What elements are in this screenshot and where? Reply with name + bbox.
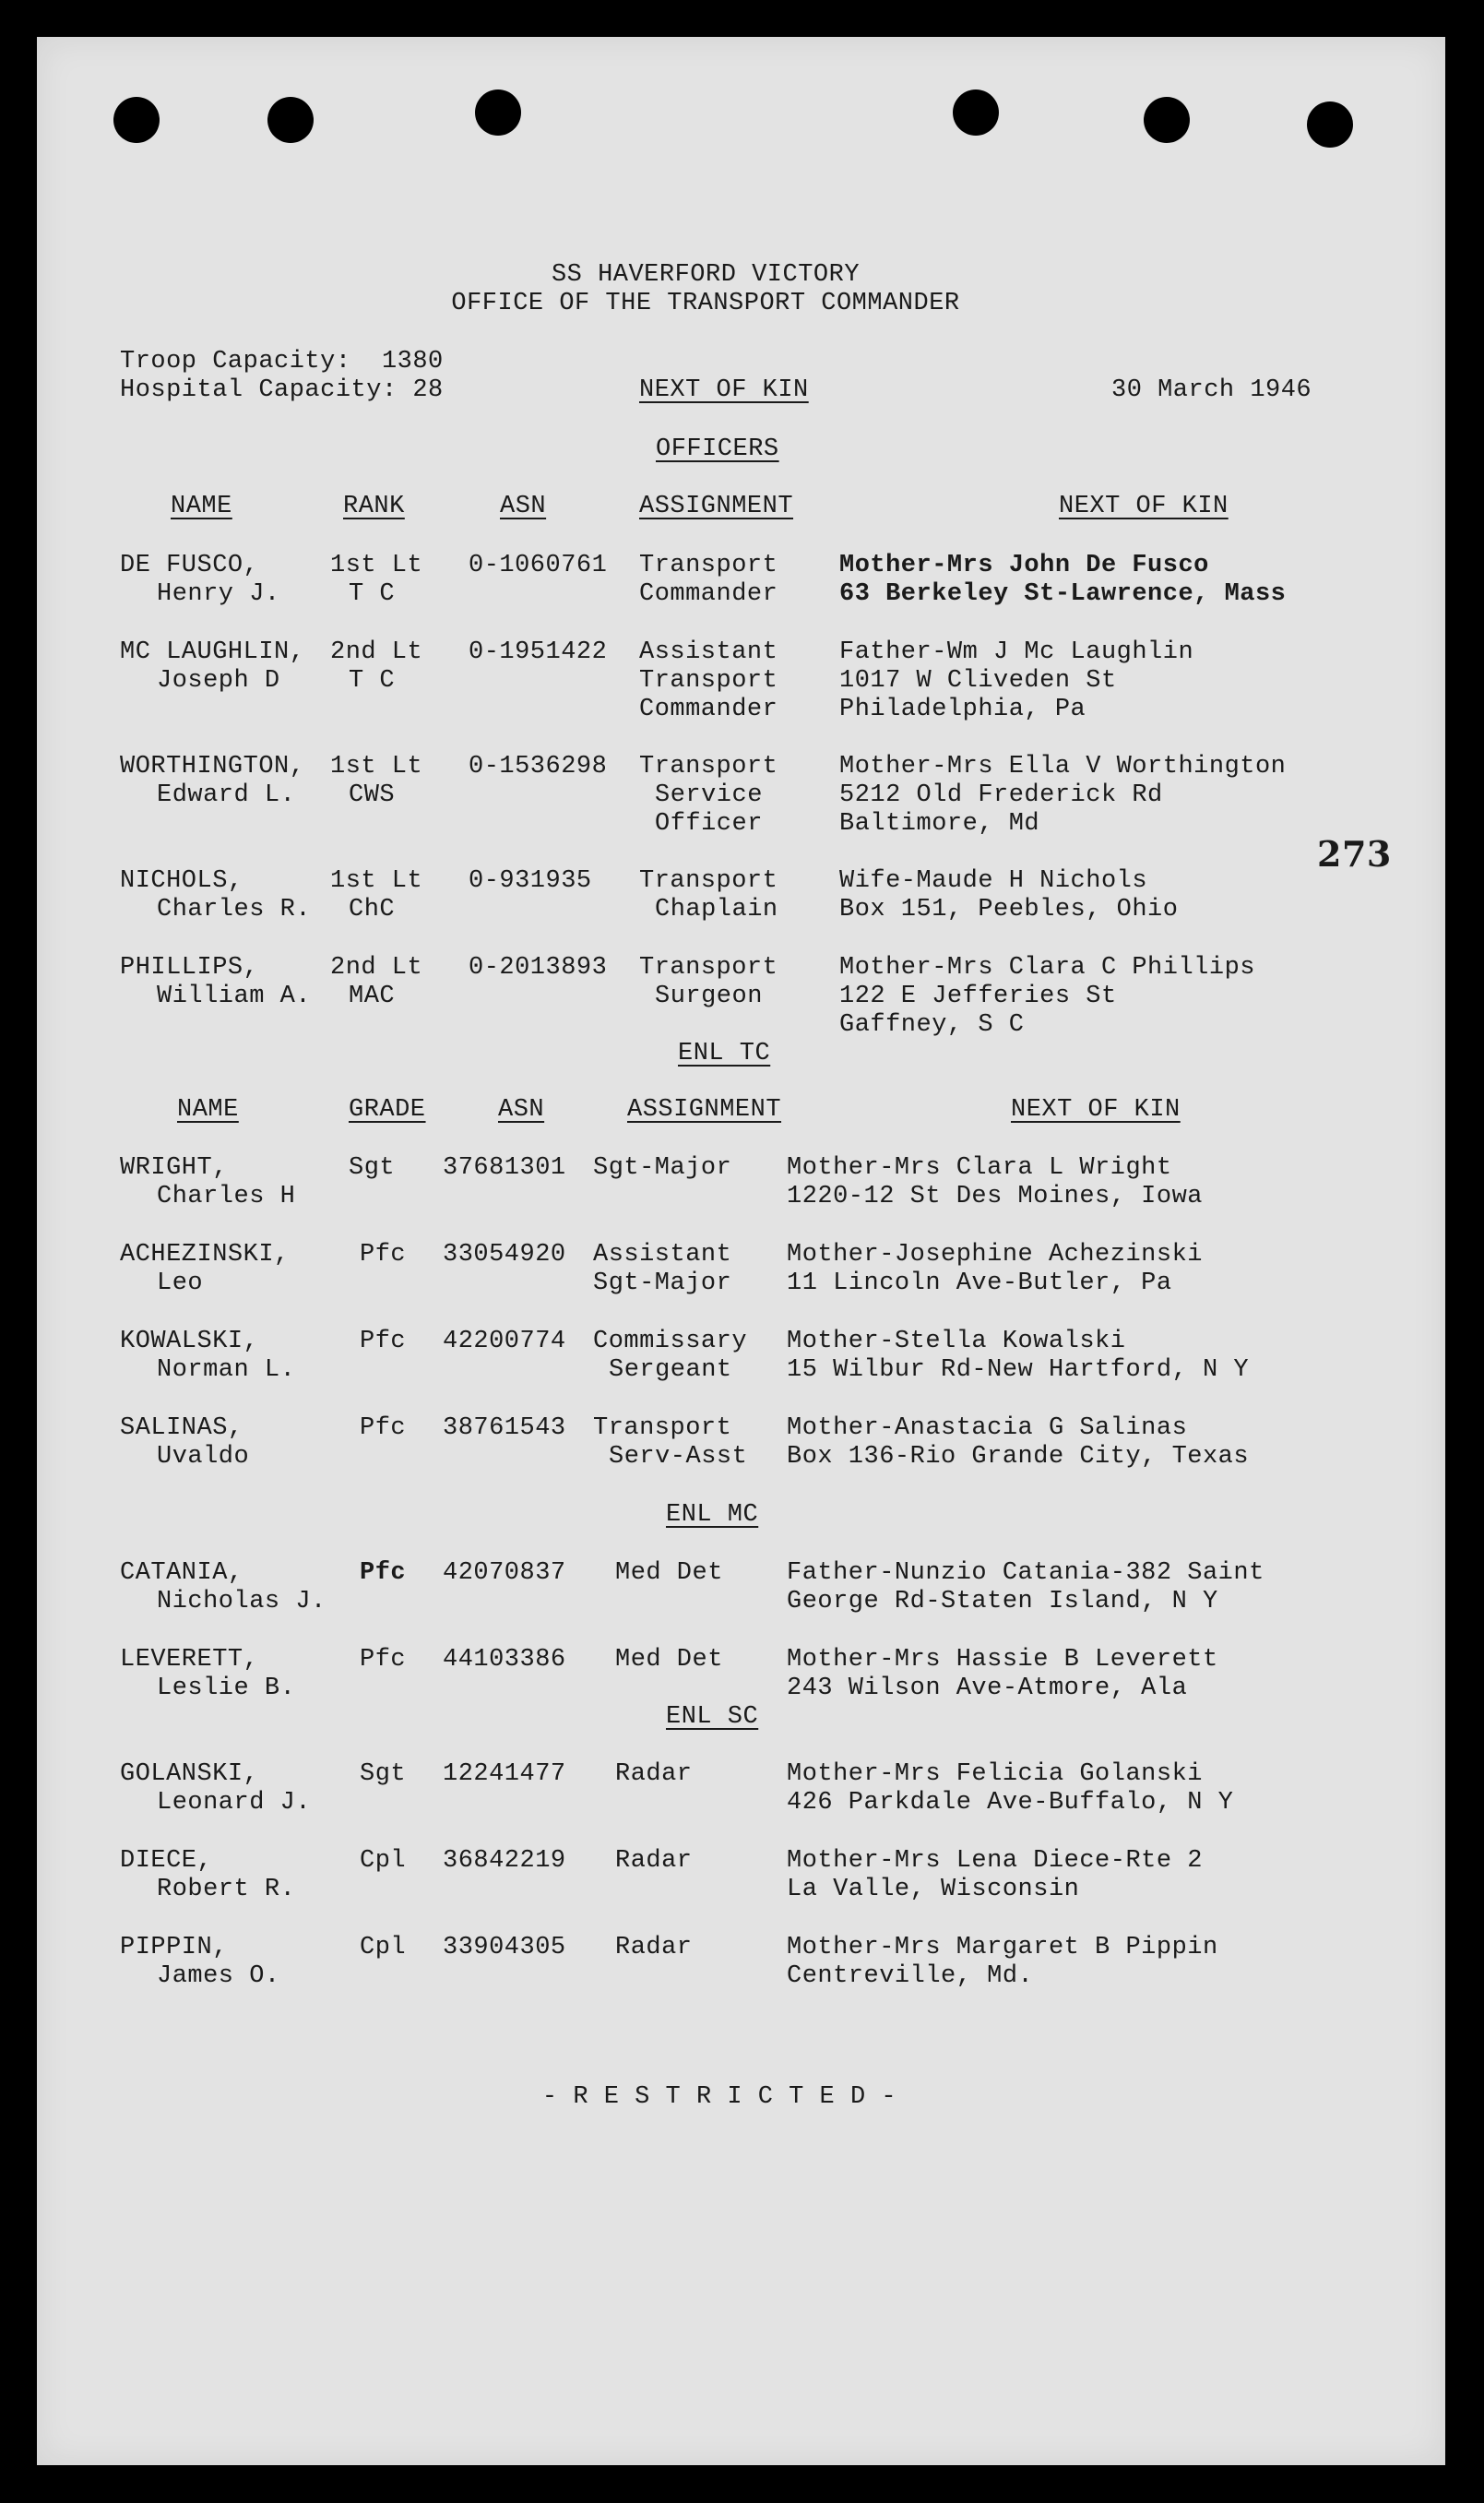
enlisted-next-of-kin: Mother-Anastacia G Salinas bbox=[787, 1414, 1188, 1442]
enlisted-next-of-kin: Mother-Stella Kowalski bbox=[787, 1328, 1126, 1355]
officer-assignment: Commander bbox=[639, 580, 778, 608]
troop-capacity: Troop Capacity: 1380 bbox=[120, 348, 444, 375]
officer-assignment: Transport bbox=[639, 867, 778, 895]
officer-next-of-kin-address: 63 Berkeley St-Lawrence, Mass bbox=[839, 580, 1287, 608]
enlisted-next-of-kin: Mother-Mrs Lena Diece-Rte 2 bbox=[787, 1847, 1203, 1875]
officer-next-of-kin: Wife-Maude H Nichols bbox=[839, 867, 1148, 895]
officer-next-of-kin-address: 122 E Jefferies St bbox=[839, 983, 1117, 1010]
officer-asn: 0-931935 bbox=[469, 867, 592, 895]
binder-hole-6 bbox=[1307, 101, 1353, 148]
officer-assignment: Officer bbox=[655, 810, 763, 838]
enlisted-surname: SALINAS, bbox=[120, 1414, 243, 1442]
col-header-asn: ASN bbox=[500, 493, 547, 520]
enlisted-assignment: Assistant bbox=[593, 1241, 732, 1269]
enlisted-grade: Cpl bbox=[360, 1847, 407, 1875]
enlisted-grade: Pfc bbox=[360, 1414, 407, 1442]
enlisted-next-of-kin-address: 243 Wilson Ave-Atmore, Ala bbox=[787, 1675, 1188, 1702]
document-title: NEXT OF KIN bbox=[639, 376, 809, 404]
enlisted-next-of-kin: Mother-Mrs Hassie B Leverett bbox=[787, 1646, 1218, 1674]
enlisted-given-name: Leslie B. bbox=[157, 1675, 296, 1702]
enlisted-assignment: Radar bbox=[615, 1847, 693, 1875]
enlisted-grade: Pfc bbox=[360, 1241, 407, 1269]
enlisted-asn: 37681301 bbox=[443, 1154, 566, 1182]
officer-surname: WORTHINGTON, bbox=[120, 753, 305, 781]
enlisted-grade: Sgt bbox=[360, 1760, 407, 1788]
officer-asn: 0-2013893 bbox=[469, 954, 608, 982]
enlisted-surname: KOWALSKI, bbox=[120, 1328, 259, 1355]
enlisted-surname: ACHEZINSKI, bbox=[120, 1241, 290, 1269]
ship-name: SS HAVERFORD VICTORY bbox=[551, 261, 861, 289]
officer-surname: PHILLIPS, bbox=[120, 954, 259, 982]
page-number: 273 bbox=[1317, 833, 1392, 875]
officer-branch: T C bbox=[349, 580, 396, 608]
office-title: OFFICE OF THE TRANSPORT COMMANDER bbox=[451, 290, 960, 317]
col-header-assignment: ASSIGNMENT bbox=[639, 493, 794, 520]
enlisted-next-of-kin-address: Box 136-Rio Grande City, Texas bbox=[787, 1443, 1250, 1471]
restricted-footer: - R E S T R I C T E D - bbox=[541, 2083, 897, 2111]
officer-next-of-kin: Mother-Mrs Clara C Phillips bbox=[839, 954, 1255, 982]
enlisted-asn: 38761543 bbox=[443, 1414, 566, 1442]
col-header-assignment: ASSIGNMENT bbox=[627, 1096, 782, 1124]
enlisted-assignment: Sergeant bbox=[609, 1356, 732, 1384]
officer-assignment: Commander bbox=[639, 696, 778, 723]
officer-surname: MC LAUGHLIN, bbox=[120, 638, 305, 666]
officer-given-name: Charles R. bbox=[157, 896, 312, 924]
enlisted-surname: LEVERETT, bbox=[120, 1646, 259, 1674]
officer-rank: 1st Lt bbox=[330, 753, 423, 781]
binder-hole-1 bbox=[113, 97, 160, 143]
enlisted-asn: 33054920 bbox=[443, 1241, 566, 1269]
enlisted-assignment: Sgt-Major bbox=[593, 1269, 732, 1297]
col-header-name: NAME bbox=[171, 493, 232, 520]
officer-rank: 2nd Lt bbox=[330, 954, 423, 982]
enlisted-next-of-kin-address: 1220-12 St Des Moines, Iowa bbox=[787, 1183, 1203, 1210]
enlisted-grade: Pfc bbox=[360, 1328, 407, 1355]
officer-next-of-kin: Mother-Mrs John De Fusco bbox=[839, 552, 1209, 579]
binder-hole-4 bbox=[953, 89, 999, 136]
officer-surname: NICHOLS, bbox=[120, 867, 243, 895]
enlisted-assignment: Transport bbox=[593, 1414, 732, 1442]
officer-given-name: Joseph D bbox=[157, 667, 280, 695]
enlisted-given-name: Nicholas J. bbox=[157, 1588, 326, 1615]
col-header-grade: GRADE bbox=[349, 1096, 426, 1124]
officer-assignment: Assistant bbox=[639, 638, 778, 666]
document-page bbox=[37, 37, 1445, 2465]
enlisted-next-of-kin-address: Centreville, Md. bbox=[787, 1962, 1034, 1990]
officer-surname: DE FUSCO, bbox=[120, 552, 259, 579]
col-header-next-of-kin: NEXT OF KIN bbox=[1011, 1096, 1181, 1124]
enlisted-next-of-kin-address: 11 Lincoln Ave-Butler, Pa bbox=[787, 1269, 1172, 1297]
enlisted-surname: GOLANSKI, bbox=[120, 1760, 259, 1788]
enlisted-given-name: Charles H bbox=[157, 1183, 296, 1210]
binder-hole-3 bbox=[475, 89, 521, 136]
col-header-rank: RANK bbox=[343, 493, 405, 520]
enl-mc-section-title: ENL MC bbox=[666, 1501, 759, 1529]
officer-asn: 0-1951422 bbox=[469, 638, 608, 666]
enlisted-next-of-kin: Father-Nunzio Catania-382 Saint bbox=[787, 1559, 1264, 1587]
officer-next-of-kin: Father-Wm J Mc Laughlin bbox=[839, 638, 1194, 666]
enlisted-grade: Pfc bbox=[360, 1559, 407, 1587]
officer-rank: 1st Lt bbox=[330, 552, 423, 579]
enl-sc-section-title: ENL SC bbox=[666, 1703, 759, 1731]
hospital-capacity: Hospital Capacity: 28 bbox=[120, 376, 444, 404]
enlisted-assignment: Med Det bbox=[615, 1559, 723, 1587]
officer-branch: CWS bbox=[349, 781, 396, 809]
officer-asn: 0-1536298 bbox=[469, 753, 608, 781]
enlisted-given-name: Norman L. bbox=[157, 1356, 296, 1384]
officer-assignment: Transport bbox=[639, 552, 778, 579]
enlisted-grade: Cpl bbox=[360, 1934, 407, 1961]
enlisted-given-name: Uvaldo bbox=[157, 1443, 250, 1471]
enlisted-asn: 44103386 bbox=[443, 1646, 566, 1674]
enlisted-assignment: Radar bbox=[615, 1934, 693, 1961]
enlisted-next-of-kin: Mother-Mrs Clara L Wright bbox=[787, 1154, 1172, 1182]
document-date: 30 March 1946 bbox=[1111, 376, 1312, 404]
enl-tc-section-title: ENL TC bbox=[678, 1040, 771, 1067]
col-header-name: NAME bbox=[177, 1096, 239, 1124]
officer-given-name: William A. bbox=[157, 983, 312, 1010]
enlisted-surname: PIPPIN, bbox=[120, 1934, 228, 1961]
officer-assignment: Surgeon bbox=[655, 983, 763, 1010]
binder-hole-2 bbox=[267, 97, 314, 143]
officer-branch: MAC bbox=[349, 983, 396, 1010]
enlisted-grade: Pfc bbox=[360, 1646, 407, 1674]
enlisted-assignment: Sgt-Major bbox=[593, 1154, 732, 1182]
officer-next-of-kin-address: 1017 W Cliveden St bbox=[839, 667, 1117, 695]
enlisted-given-name: James O. bbox=[157, 1962, 280, 1990]
enlisted-asn: 42200774 bbox=[443, 1328, 566, 1355]
officer-assignment: Service bbox=[655, 781, 763, 809]
officer-assignment: Transport bbox=[639, 954, 778, 982]
enlisted-next-of-kin-address: 15 Wilbur Rd-New Hartford, N Y bbox=[787, 1356, 1250, 1384]
officers-section-title: OFFICERS bbox=[656, 435, 779, 463]
enlisted-surname: CATANIA, bbox=[120, 1559, 243, 1587]
enlisted-next-of-kin: Mother-Mrs Margaret B Pippin bbox=[787, 1934, 1218, 1961]
officer-next-of-kin-city: Philadelphia, Pa bbox=[839, 696, 1086, 723]
officer-assignment: Transport bbox=[639, 667, 778, 695]
enlisted-given-name: Leonard J. bbox=[157, 1789, 312, 1817]
officer-next-of-kin-city: Gaffney, S C bbox=[839, 1011, 1025, 1039]
officer-next-of-kin-address: Box 151, Peebles, Ohio bbox=[839, 896, 1179, 924]
enlisted-asn: 42070837 bbox=[443, 1559, 566, 1587]
binder-hole-5 bbox=[1144, 97, 1190, 143]
enlisted-next-of-kin-address: 426 Parkdale Ave-Buffalo, N Y bbox=[787, 1789, 1234, 1817]
officer-given-name: Henry J. bbox=[157, 580, 280, 608]
enlisted-assignment: Radar bbox=[615, 1760, 693, 1788]
enlisted-given-name: Leo bbox=[157, 1269, 204, 1297]
enlisted-surname: WRIGHT, bbox=[120, 1154, 228, 1182]
enlisted-next-of-kin-address: La Valle, Wisconsin bbox=[787, 1876, 1080, 1903]
officer-next-of-kin-address: 5212 Old Frederick Rd bbox=[839, 781, 1163, 809]
officer-assignment: Transport bbox=[639, 753, 778, 781]
officer-rank: 1st Lt bbox=[330, 867, 423, 895]
enlisted-next-of-kin: Mother-Josephine Achezinski bbox=[787, 1241, 1203, 1269]
officer-next-of-kin-city: Baltimore, Md bbox=[839, 810, 1040, 838]
enlisted-asn: 36842219 bbox=[443, 1847, 566, 1875]
enlisted-grade: Sgt bbox=[349, 1154, 396, 1182]
enlisted-next-of-kin-address: George Rd-Staten Island, N Y bbox=[787, 1588, 1218, 1615]
enlisted-assignment: Commissary bbox=[593, 1328, 748, 1355]
enlisted-given-name: Robert R. bbox=[157, 1876, 296, 1903]
officer-given-name: Edward L. bbox=[157, 781, 296, 809]
enlisted-surname: DIECE, bbox=[120, 1847, 213, 1875]
enlisted-asn: 33904305 bbox=[443, 1934, 566, 1961]
officer-asn: 0-1060761 bbox=[469, 552, 608, 579]
officer-next-of-kin: Mother-Mrs Ella V Worthington bbox=[839, 753, 1287, 781]
enlisted-assignment: Med Det bbox=[615, 1646, 723, 1674]
officer-rank: 2nd Lt bbox=[330, 638, 423, 666]
enlisted-next-of-kin: Mother-Mrs Felicia Golanski bbox=[787, 1760, 1203, 1788]
officer-branch: ChC bbox=[349, 896, 396, 924]
col-header-next-of-kin: NEXT OF KIN bbox=[1059, 493, 1229, 520]
officer-branch: T C bbox=[349, 667, 396, 695]
enlisted-assignment: Serv-Asst bbox=[609, 1443, 748, 1471]
col-header-asn: ASN bbox=[498, 1096, 545, 1124]
enlisted-asn: 12241477 bbox=[443, 1760, 566, 1788]
officer-assignment: Chaplain bbox=[655, 896, 778, 924]
